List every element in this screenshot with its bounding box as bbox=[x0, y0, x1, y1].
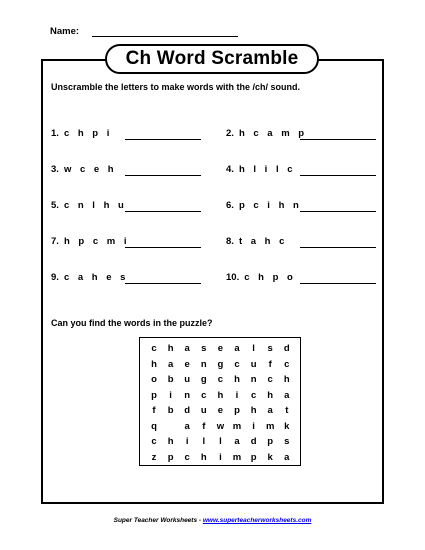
grid-letter: a bbox=[167, 358, 174, 370]
question-6 bbox=[226, 200, 302, 211]
question-1 bbox=[51, 128, 112, 139]
grid-letter: m bbox=[232, 451, 242, 463]
grid-letter: l bbox=[219, 436, 222, 447]
answer-line-3[interactable] bbox=[125, 175, 201, 176]
grid-letter: a bbox=[284, 451, 290, 463]
grid-row bbox=[140, 404, 300, 418]
puzzle-question: Can you find the words in the puzzle? bbox=[51, 318, 213, 328]
answer-line-10[interactable] bbox=[300, 283, 376, 284]
question-number: 2. bbox=[226, 128, 234, 139]
grid-letter: a bbox=[234, 343, 240, 354]
grid-letter: c bbox=[151, 343, 157, 354]
grid-letter: h bbox=[167, 436, 174, 447]
grid-letter: c bbox=[250, 389, 257, 401]
answer-line-1[interactable] bbox=[125, 139, 201, 140]
name-label: Name: bbox=[50, 26, 80, 37]
grid-letter: m bbox=[265, 420, 275, 432]
scrambled-letters: p c i h n bbox=[238, 200, 302, 211]
scrambled-letters: w c e h bbox=[63, 164, 117, 175]
name-line bbox=[92, 36, 238, 37]
grid-row bbox=[140, 389, 300, 403]
grid-letter: n bbox=[250, 374, 257, 385]
grid-row bbox=[140, 342, 300, 356]
question-2 bbox=[226, 128, 307, 139]
grid-letter: i bbox=[185, 436, 189, 447]
scrambled-letters: c h p i bbox=[63, 128, 113, 139]
answer-line-7[interactable] bbox=[125, 247, 201, 248]
grid-letter: h bbox=[167, 343, 174, 354]
grid-row bbox=[140, 358, 300, 372]
grid-letter: p bbox=[250, 451, 257, 463]
grid-letter: b bbox=[167, 405, 174, 416]
word-search-grid bbox=[139, 337, 301, 466]
grid-letter: u bbox=[250, 358, 257, 370]
grid-letter: f bbox=[202, 420, 206, 432]
grid-letter: c bbox=[184, 451, 190, 463]
answer-line-4[interactable] bbox=[300, 175, 376, 176]
grid-letter: i bbox=[219, 451, 222, 463]
grid-letter: i bbox=[252, 420, 255, 432]
scrambled-letters: c a h e s bbox=[63, 272, 129, 283]
grid-letter: a bbox=[267, 405, 273, 416]
question-8 bbox=[226, 236, 287, 247]
question-number: 5. bbox=[51, 200, 59, 211]
grid-letter: i bbox=[235, 389, 239, 401]
scrambled-letters: c h p o bbox=[244, 272, 296, 283]
grid-letter: p bbox=[151, 389, 157, 401]
footer-url-link[interactable]: www.superteacherworksheets.com bbox=[202, 517, 312, 524]
grid-letter: u bbox=[200, 405, 207, 416]
question-number: 9. bbox=[51, 272, 59, 283]
scrambled-letters: h c a m p bbox=[238, 128, 308, 139]
grid-row bbox=[140, 420, 300, 434]
answer-line-6[interactable] bbox=[300, 211, 376, 212]
grid-letter: g bbox=[200, 374, 207, 385]
scrambled-letters: c n l h u bbox=[63, 200, 127, 211]
grid-letter: s bbox=[201, 343, 207, 354]
grid-letter: a bbox=[284, 389, 290, 401]
grid-letter: c bbox=[234, 358, 240, 370]
answer-line-5[interactable] bbox=[125, 211, 201, 212]
grid-letter: c bbox=[201, 389, 207, 401]
question-number: 8. bbox=[226, 236, 234, 247]
grid-letter: f bbox=[152, 405, 156, 416]
question-3 bbox=[51, 164, 117, 175]
grid-letter: d bbox=[250, 436, 257, 447]
grid-letter: q bbox=[151, 420, 157, 432]
grid-letter: d bbox=[184, 405, 191, 416]
grid-letter: n bbox=[184, 389, 191, 401]
grid-letter: e bbox=[184, 358, 190, 370]
question-9 bbox=[51, 272, 128, 283]
question-number: 7. bbox=[51, 236, 59, 247]
scrambled-letters: h p c m i bbox=[63, 236, 130, 247]
grid-letter: l bbox=[202, 436, 206, 447]
grid-letter: o bbox=[151, 374, 157, 385]
grid-row bbox=[140, 451, 300, 465]
grid-letter: b bbox=[167, 374, 174, 385]
footer-separator: - bbox=[198, 517, 202, 524]
grid-letter: l bbox=[252, 343, 255, 354]
grid-letter: i bbox=[169, 389, 172, 401]
grid-letter: u bbox=[184, 374, 191, 385]
grid-letter: h bbox=[283, 374, 290, 385]
grid-letter: h bbox=[200, 451, 207, 463]
grid-letter: s bbox=[267, 343, 273, 354]
grid-row bbox=[140, 373, 300, 387]
grid-letter: e bbox=[217, 405, 224, 416]
answer-line-9[interactable] bbox=[125, 283, 201, 284]
grid-letter: c bbox=[217, 374, 224, 385]
grid-letter: d bbox=[283, 343, 290, 354]
grid-letter: a bbox=[184, 343, 190, 354]
grid-letter: m bbox=[232, 420, 242, 432]
grid-letter: h bbox=[267, 389, 274, 401]
grid-letter: f bbox=[268, 358, 272, 370]
scrambled-letters: h l i l c bbox=[238, 164, 296, 175]
grid-letter: k bbox=[284, 420, 290, 432]
grid-letter: a bbox=[234, 436, 240, 447]
grid-letter: w bbox=[216, 420, 225, 432]
grid-letter: h bbox=[234, 374, 240, 385]
answer-line-2[interactable] bbox=[300, 139, 376, 140]
grid-letter: z bbox=[151, 451, 157, 463]
grid-letter: c bbox=[284, 358, 290, 370]
grid-letter: g bbox=[217, 358, 224, 370]
grid-letter: p bbox=[167, 451, 174, 463]
grid-letter: h bbox=[250, 405, 257, 416]
question-4 bbox=[226, 164, 296, 175]
question-number: 3. bbox=[51, 164, 59, 175]
footer bbox=[0, 517, 425, 524]
question-number: 10. bbox=[226, 272, 240, 283]
question-5 bbox=[51, 200, 127, 211]
grid-letter: p bbox=[234, 405, 240, 416]
grid-letter: e bbox=[217, 343, 224, 354]
grid-letter: s bbox=[284, 436, 290, 447]
grid-letter: h bbox=[217, 389, 224, 401]
instructions: Unscramble the letters to make words with the /ch/ sound. bbox=[51, 82, 301, 92]
grid-letter: t bbox=[285, 405, 289, 416]
grid-letter: a bbox=[184, 420, 190, 432]
grid-letter: k bbox=[267, 451, 273, 463]
question-7 bbox=[51, 236, 129, 247]
question-number: 6. bbox=[226, 200, 234, 211]
grid-letter: h bbox=[151, 358, 157, 370]
scrambled-letters: t a h c bbox=[238, 236, 288, 247]
grid-letter: n bbox=[200, 358, 207, 370]
question-number: 4. bbox=[226, 164, 234, 175]
worksheet-title: Ch Word Scramble bbox=[105, 44, 319, 74]
grid-letter: c bbox=[267, 374, 273, 385]
grid-letter: p bbox=[267, 436, 274, 447]
grid-letter: c bbox=[151, 436, 157, 447]
grid-row bbox=[140, 435, 300, 449]
footer-brand: Super Teacher Worksheets bbox=[113, 517, 198, 524]
answer-line-8[interactable] bbox=[300, 247, 376, 248]
question-10 bbox=[226, 272, 296, 283]
question-number: 1. bbox=[51, 128, 59, 139]
